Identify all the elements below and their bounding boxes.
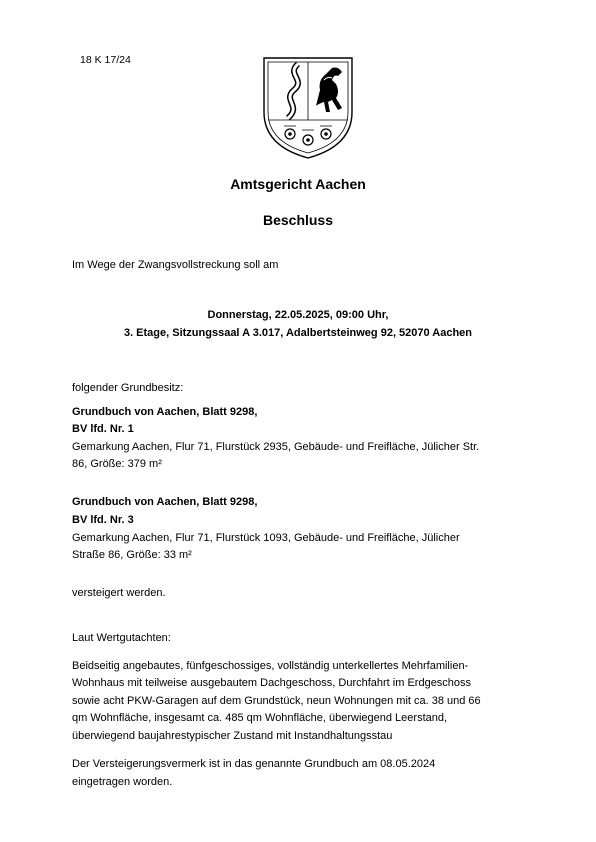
- appraisal-line: sowie acht PKW-Garagen auf dem Grundstück, neun Wohnungen mit ca. 38 und 66: [72, 695, 481, 707]
- item2-number: BV lfd. Nr. 3: [72, 514, 134, 526]
- date-line: Donnerstag, 22.05.2025, 09:00 Uhr,: [207, 309, 389, 321]
- appraisal-heading: Laut Wertgutachten:: [72, 632, 171, 644]
- appraisal-line: Beidseitig angebautes, fünfgeschossiges, vollständig unterkellertes Mehrfamilien-: [72, 660, 469, 672]
- appraisal-line: überwiegend baujahrestypischer Zustand mit Instandhaltungsstau: [72, 730, 393, 742]
- item1-line2: 86, Größe: 379 m²: [72, 458, 162, 470]
- item1-register: Grundbuch von Aachen, Blatt 9298,: [72, 406, 258, 418]
- auction-text: versteigert werden.: [72, 587, 166, 599]
- court-name: Amtsgericht Aachen: [230, 176, 366, 192]
- item1-line1: Gemarkung Aachen, Flur 71, Flurstück 2935, Gebäude- und Freifläche, Jülicher Str.: [72, 441, 480, 453]
- registration-line: Der Versteigerungsvermerk ist in das genannte Grundbuch am 08.05.2024: [72, 758, 436, 770]
- item2-line1: Gemarkung Aachen, Flur 71, Flurstück 1093, Gebäude- und Freifläche, Jülicher: [72, 532, 460, 544]
- case-reference: 18 K 17/24: [80, 54, 131, 66]
- appraisal-line: qm Wohnfläche, insgesamt ca. 485 qm Wohnfläche, überwiegend Leerstand,: [72, 712, 448, 724]
- document-title: Beschluss: [262, 212, 334, 228]
- intro-text: Im Wege der Zwangsvollstreckung soll am: [72, 259, 279, 271]
- property-intro: folgender Grundbesitz:: [72, 382, 184, 394]
- item2-register: Grundbuch von Aachen, Blatt 9298,: [72, 496, 258, 508]
- nrw-coat-of-arms-icon: [258, 50, 358, 162]
- registration-line: eingetragen worden.: [72, 776, 173, 788]
- item2-line2: Straße 86, Größe: 33 m²: [72, 549, 192, 561]
- location-line: 3. Etage, Sitzungssaal A 3.017, Adalbertsteinweg 92, 52070 Aachen: [123, 327, 473, 339]
- appraisal-line: Wohnhaus mit teilweise ausgebautem Dachgeschoss, Durchfahrt im Erdgeschoss: [72, 677, 472, 689]
- item1-number: BV lfd. Nr. 1: [72, 423, 134, 435]
